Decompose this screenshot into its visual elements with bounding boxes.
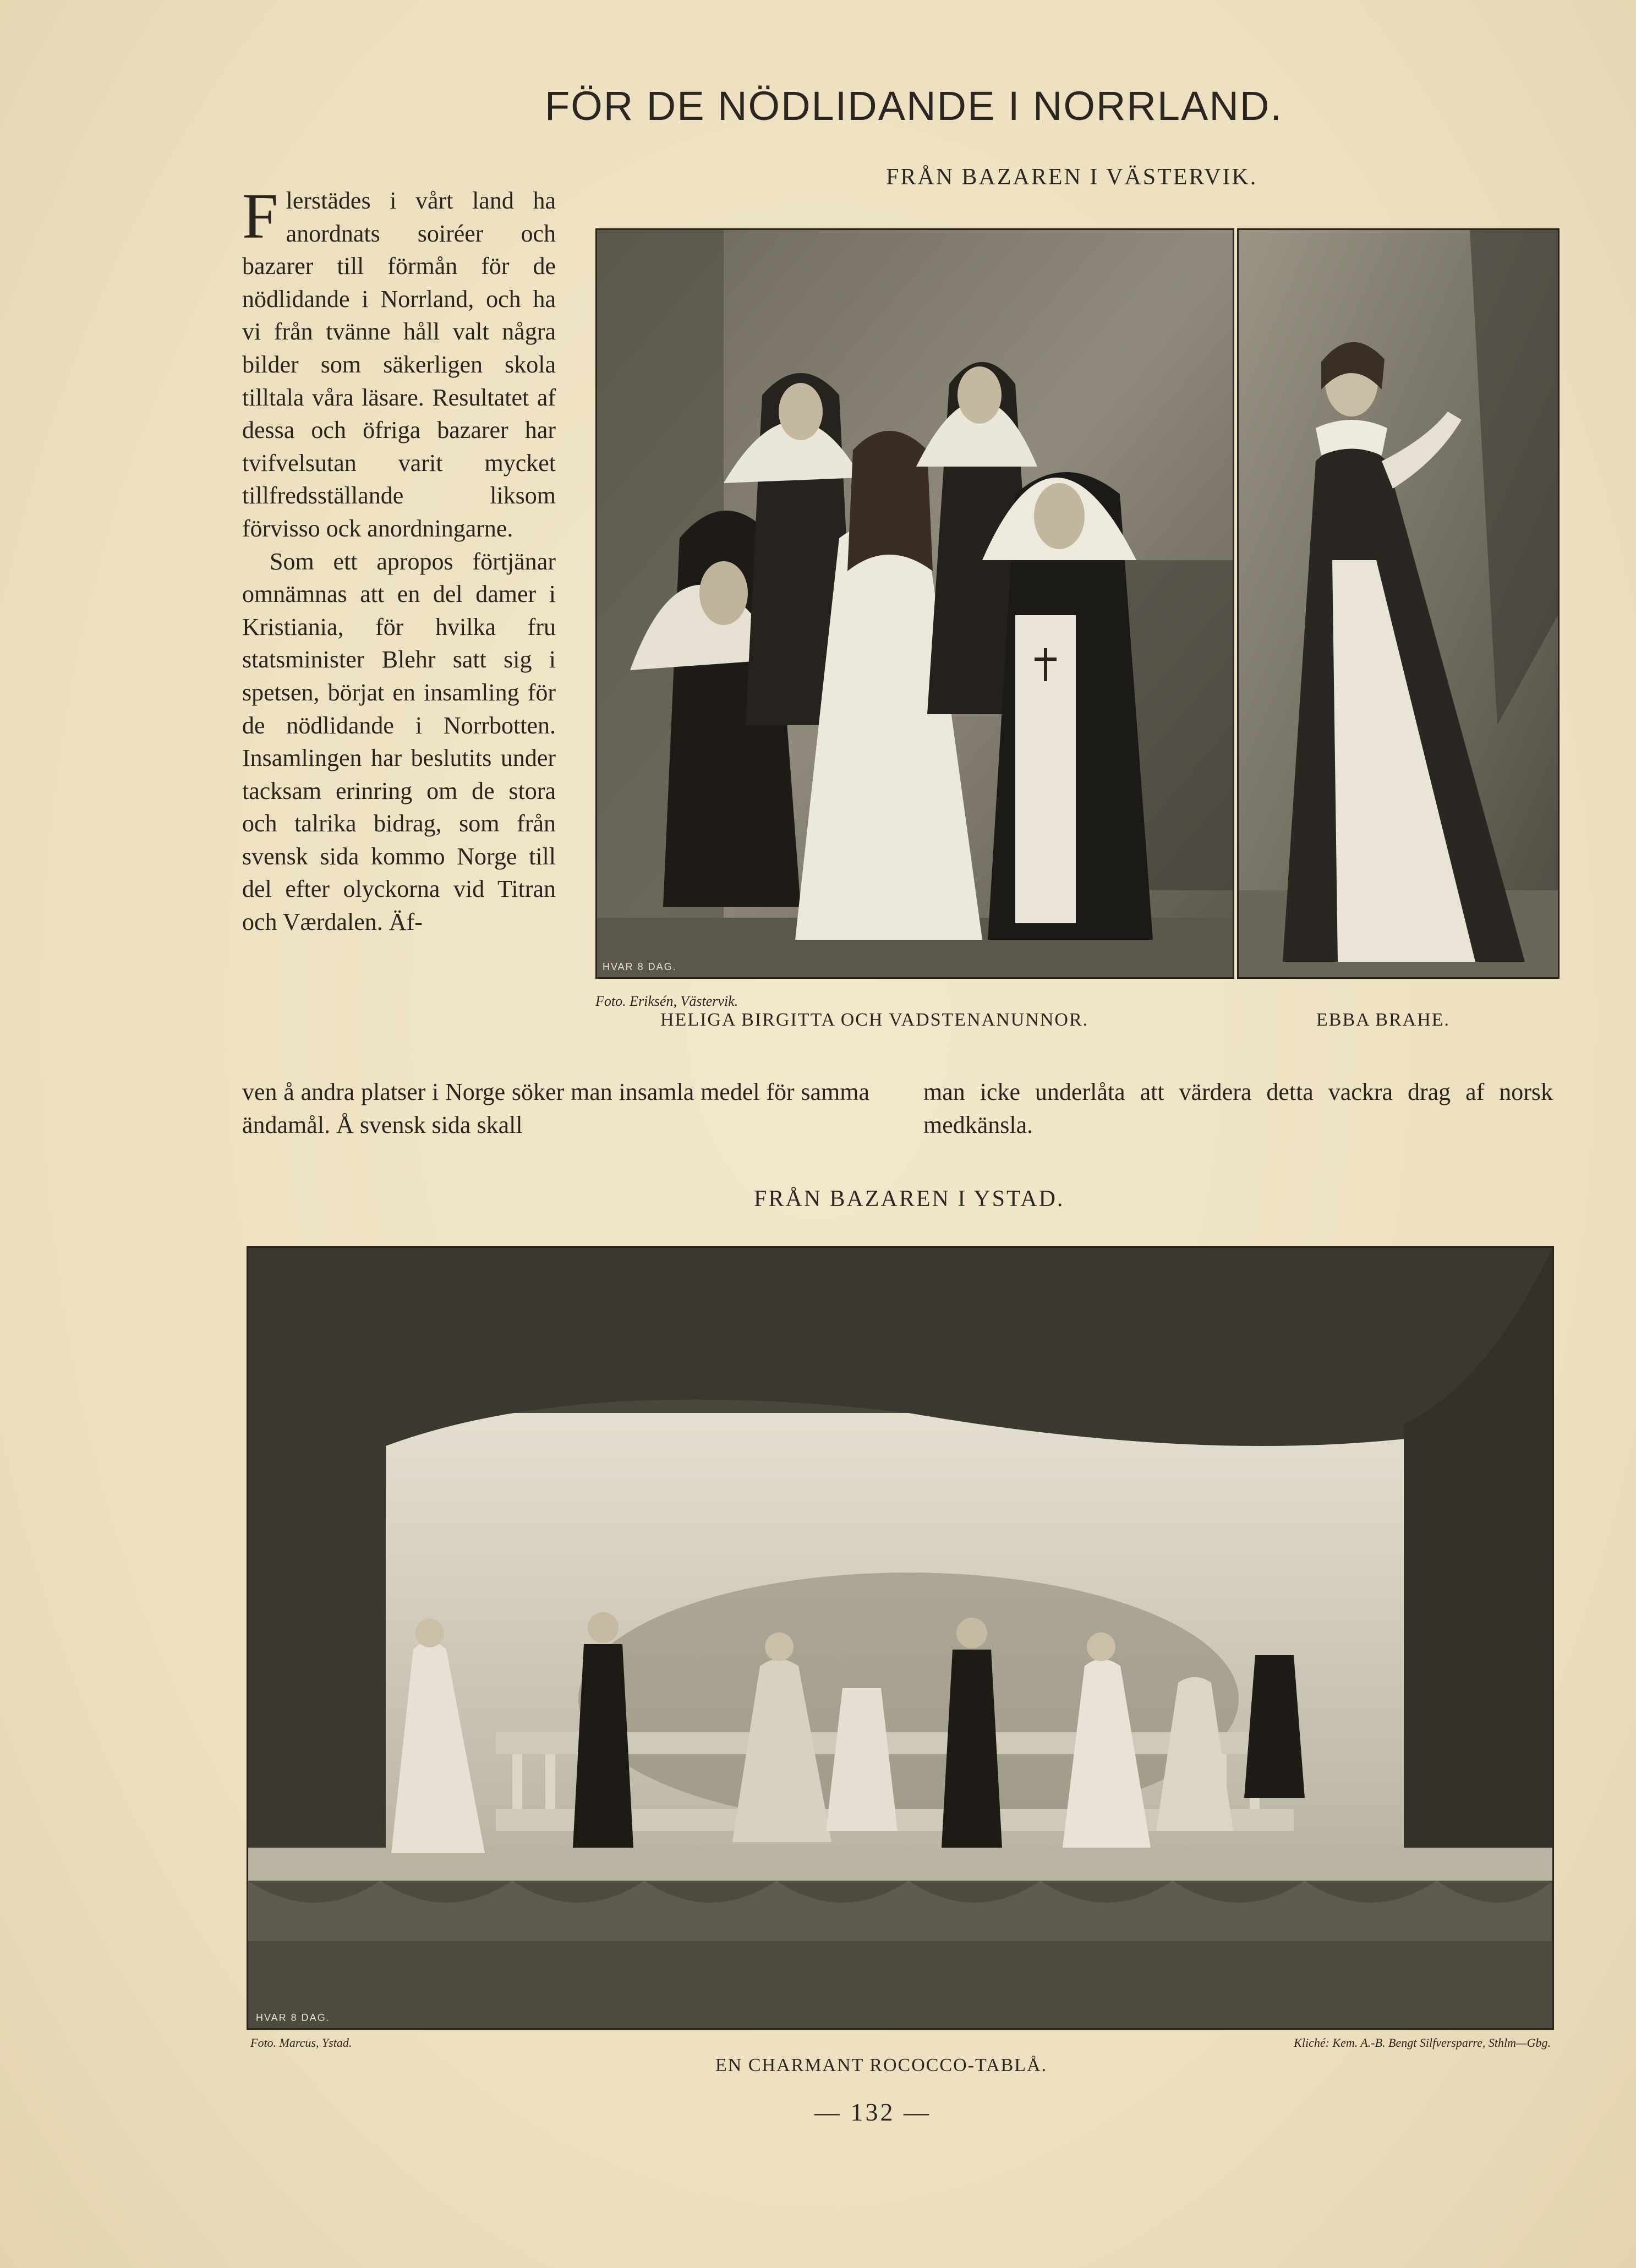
photo-ebba-brahe-image: [1239, 230, 1558, 977]
caption-ebba-brahe: EBBA BRAHE.: [1316, 1010, 1451, 1030]
caption-rococo: EN CHARMANT ROCOCCO-TABLÅ.: [715, 2055, 1048, 2075]
caption-nuns: HELIGA BIRGITTA OCH VADSTENANUNNOR.: [660, 1010, 1089, 1030]
article-continuation-left: ven å andra platser i Norge söker man insamla medel för samma ändamål. Å svensk sida skall: [242, 1078, 869, 1138]
article-continuation-right: man icke underlåta att värdera detta vackra drag af norsk medkänsla.: [923, 1078, 1553, 1138]
page-number: — 132 —: [814, 2098, 931, 2126]
photo-ebba-brahe: [1237, 228, 1560, 979]
section-title-vastervik: FRÅN BAZAREN I VÄSTERVIK.: [886, 165, 1258, 190]
photo-credit-ystad: Foto. Marcus, Ystad.: [250, 2036, 352, 2050]
article-paragraph-2: Som ett apropos förtjänar omnämnas att en del damer i Kristiania, för hvilka fru statsminister Blehr satt sig i spetsen, börjat en insamling för de nödlidande i Norrbotten. Insamlingen har beslutits under tacksam erinring om de stora och talrika bidrag, som från svensk sida kommo Norge till del efter olyckorna vid Titran och Værdalen. Äf-: [242, 547, 556, 936]
article-paragraph-1: [242, 180, 556, 545]
photo-credit-vastervik: Foto. Eriksén, Västervik.: [595, 993, 738, 1009]
photo-stamp: HVAR 8 DAG.: [256, 2012, 330, 2023]
photo-nuns: [595, 228, 1234, 979]
photo-rococo-stage: [247, 1246, 1554, 2030]
paragraph-1-text: lerstädes i vårt land ha anordnats soiréer och bazarer till förmån för de nödlidande i Norrland, och ha vi från tvänne håll valt några bilder som säkerligen skola tilltala våra läsare. Resultatet af dessa och öfriga bazarer har tvifvelsutan varit mycket tillfredsställande liksom förvisso ock anordningarne.: [242, 187, 556, 542]
drop-cap: F: [242, 180, 278, 252]
photo-stamp: HVAR 8 DAG.: [603, 961, 677, 972]
page-title: FÖR DE NÖDLIDANDE I NORRLAND.: [545, 83, 1283, 129]
article-column: [242, 180, 556, 939]
cliche-credit: Kliché: Kem. A.-B. Bengt Silfversparre, Sthlm—Gbg.: [1294, 2036, 1551, 2050]
section-title-ystad: FRÅN BAZAREN I YSTAD.: [754, 1186, 1065, 1212]
photo-nuns-image: [597, 230, 1233, 977]
photo-rococo-stage-image: [248, 1248, 1552, 2028]
